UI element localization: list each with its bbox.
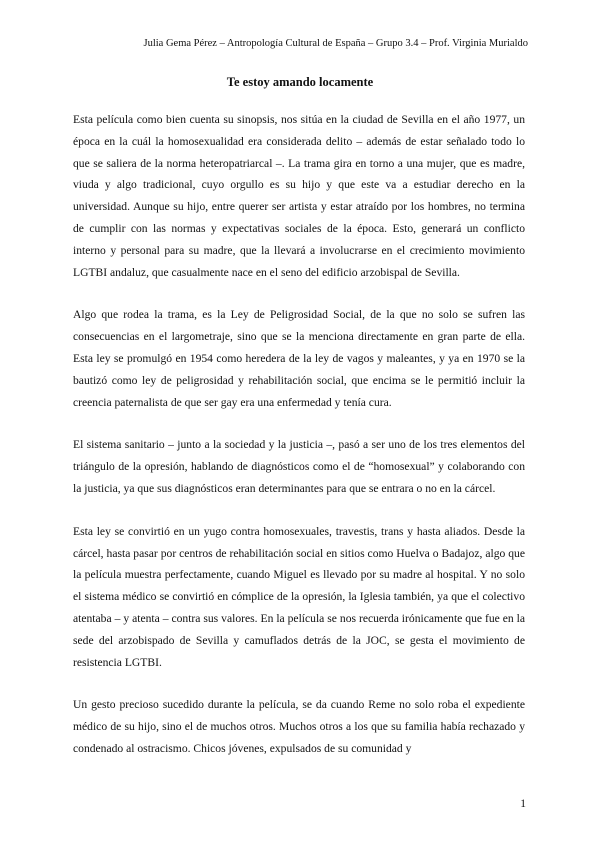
paragraph: El sistema sanitario – junto a la sociedad y la justicia –, pasó a ser uno de los tres elementos del triángulo de la opresión, hablando de diagnósticos como el de “homosexual” y colaborando con la justicia, ya que sus diagnósticos eran determinantes para que se entrara o no en la cárcel. xyxy=(73,438,525,495)
page-header: Julia Gema Pérez – Antropología Cultural de España – Grupo 3.4 – Prof. Virginia Murialdo xyxy=(143,38,528,49)
page-number: 1 xyxy=(520,798,526,810)
document-title: Te estoy amando locamente xyxy=(226,75,374,89)
paragraph: Algo que rodea la trama, es la Ley de Peligrosidad Social, de la que no solo se sufren las consecuencias en el largometraje, sino que se la menciona directamente en gran parte de ella. Esta ley se promulgó en 1954 como heredera de la ley de vagos y maleantes, y ya en 1970 se la bautizó como ley de peligrosidad y rehabilitación social, que encima se le permitió incluir la creencia paternalista de que ser gay era una enfermedad y tenía cura. xyxy=(73,308,525,409)
paragraph: Esta película como bien cuenta su sinopsis, nos sitúa en la ciudad de Sevilla en el año 1977, un época en la cuál la homosexualidad era considerada delito – además de estar señalado todo lo que se saliera de la norma heteropatriarcal –. La trama gira en torno a una mujer, que es madre, viuda y algo tradicional, cuyo orgullo es su hijo y que este va a estudiar derecho en la universidad. Aunque su hijo, entre querer ser artista y estar atraído por los hombres, no termina de cumplir con las normas y expectativas sociales de la época. Esto, generará un conflicto interno y personal para su madre, que la llevará a involucrarse en el crecimiento movimiento LGTBI andaluz, que casualmente nace en el seno del edificio arzobispal de Sevilla. xyxy=(73,113,525,279)
paragraph: Esta ley se convirtió en un yugo contra homosexuales, travestis, trans y hasta aliados. Desde la cárcel, hasta pasar por centros de rehabilitación social en sitios como Huelva o Badajoz, algo que la película muestra perfectamente, cuando Miguel es llevado por su madre al hospital. Y no solo el sistema médico se convirtió en cómplice de la opresión, la Iglesia también, ya que el colectivo atentaba – y atenta – contra sus valores. En la película se nos recuerda irónicamente que fue en la sede del arzobispado de Sevilla y camuflados detrás de la JOC, se gesta el movimiento de resistencia LGTBI. xyxy=(73,524,525,669)
document-body xyxy=(73,109,525,781)
paragraph: Un gesto precioso sucedido durante la película, se da cuando Reme no solo roba el expediente médico de su hijo, sino el de muchos otros. Muchos otros a los que su familia había rechazado y condenado al ostracismo. Chicos jóvenes, expulsados de su comunidad y xyxy=(73,698,525,755)
